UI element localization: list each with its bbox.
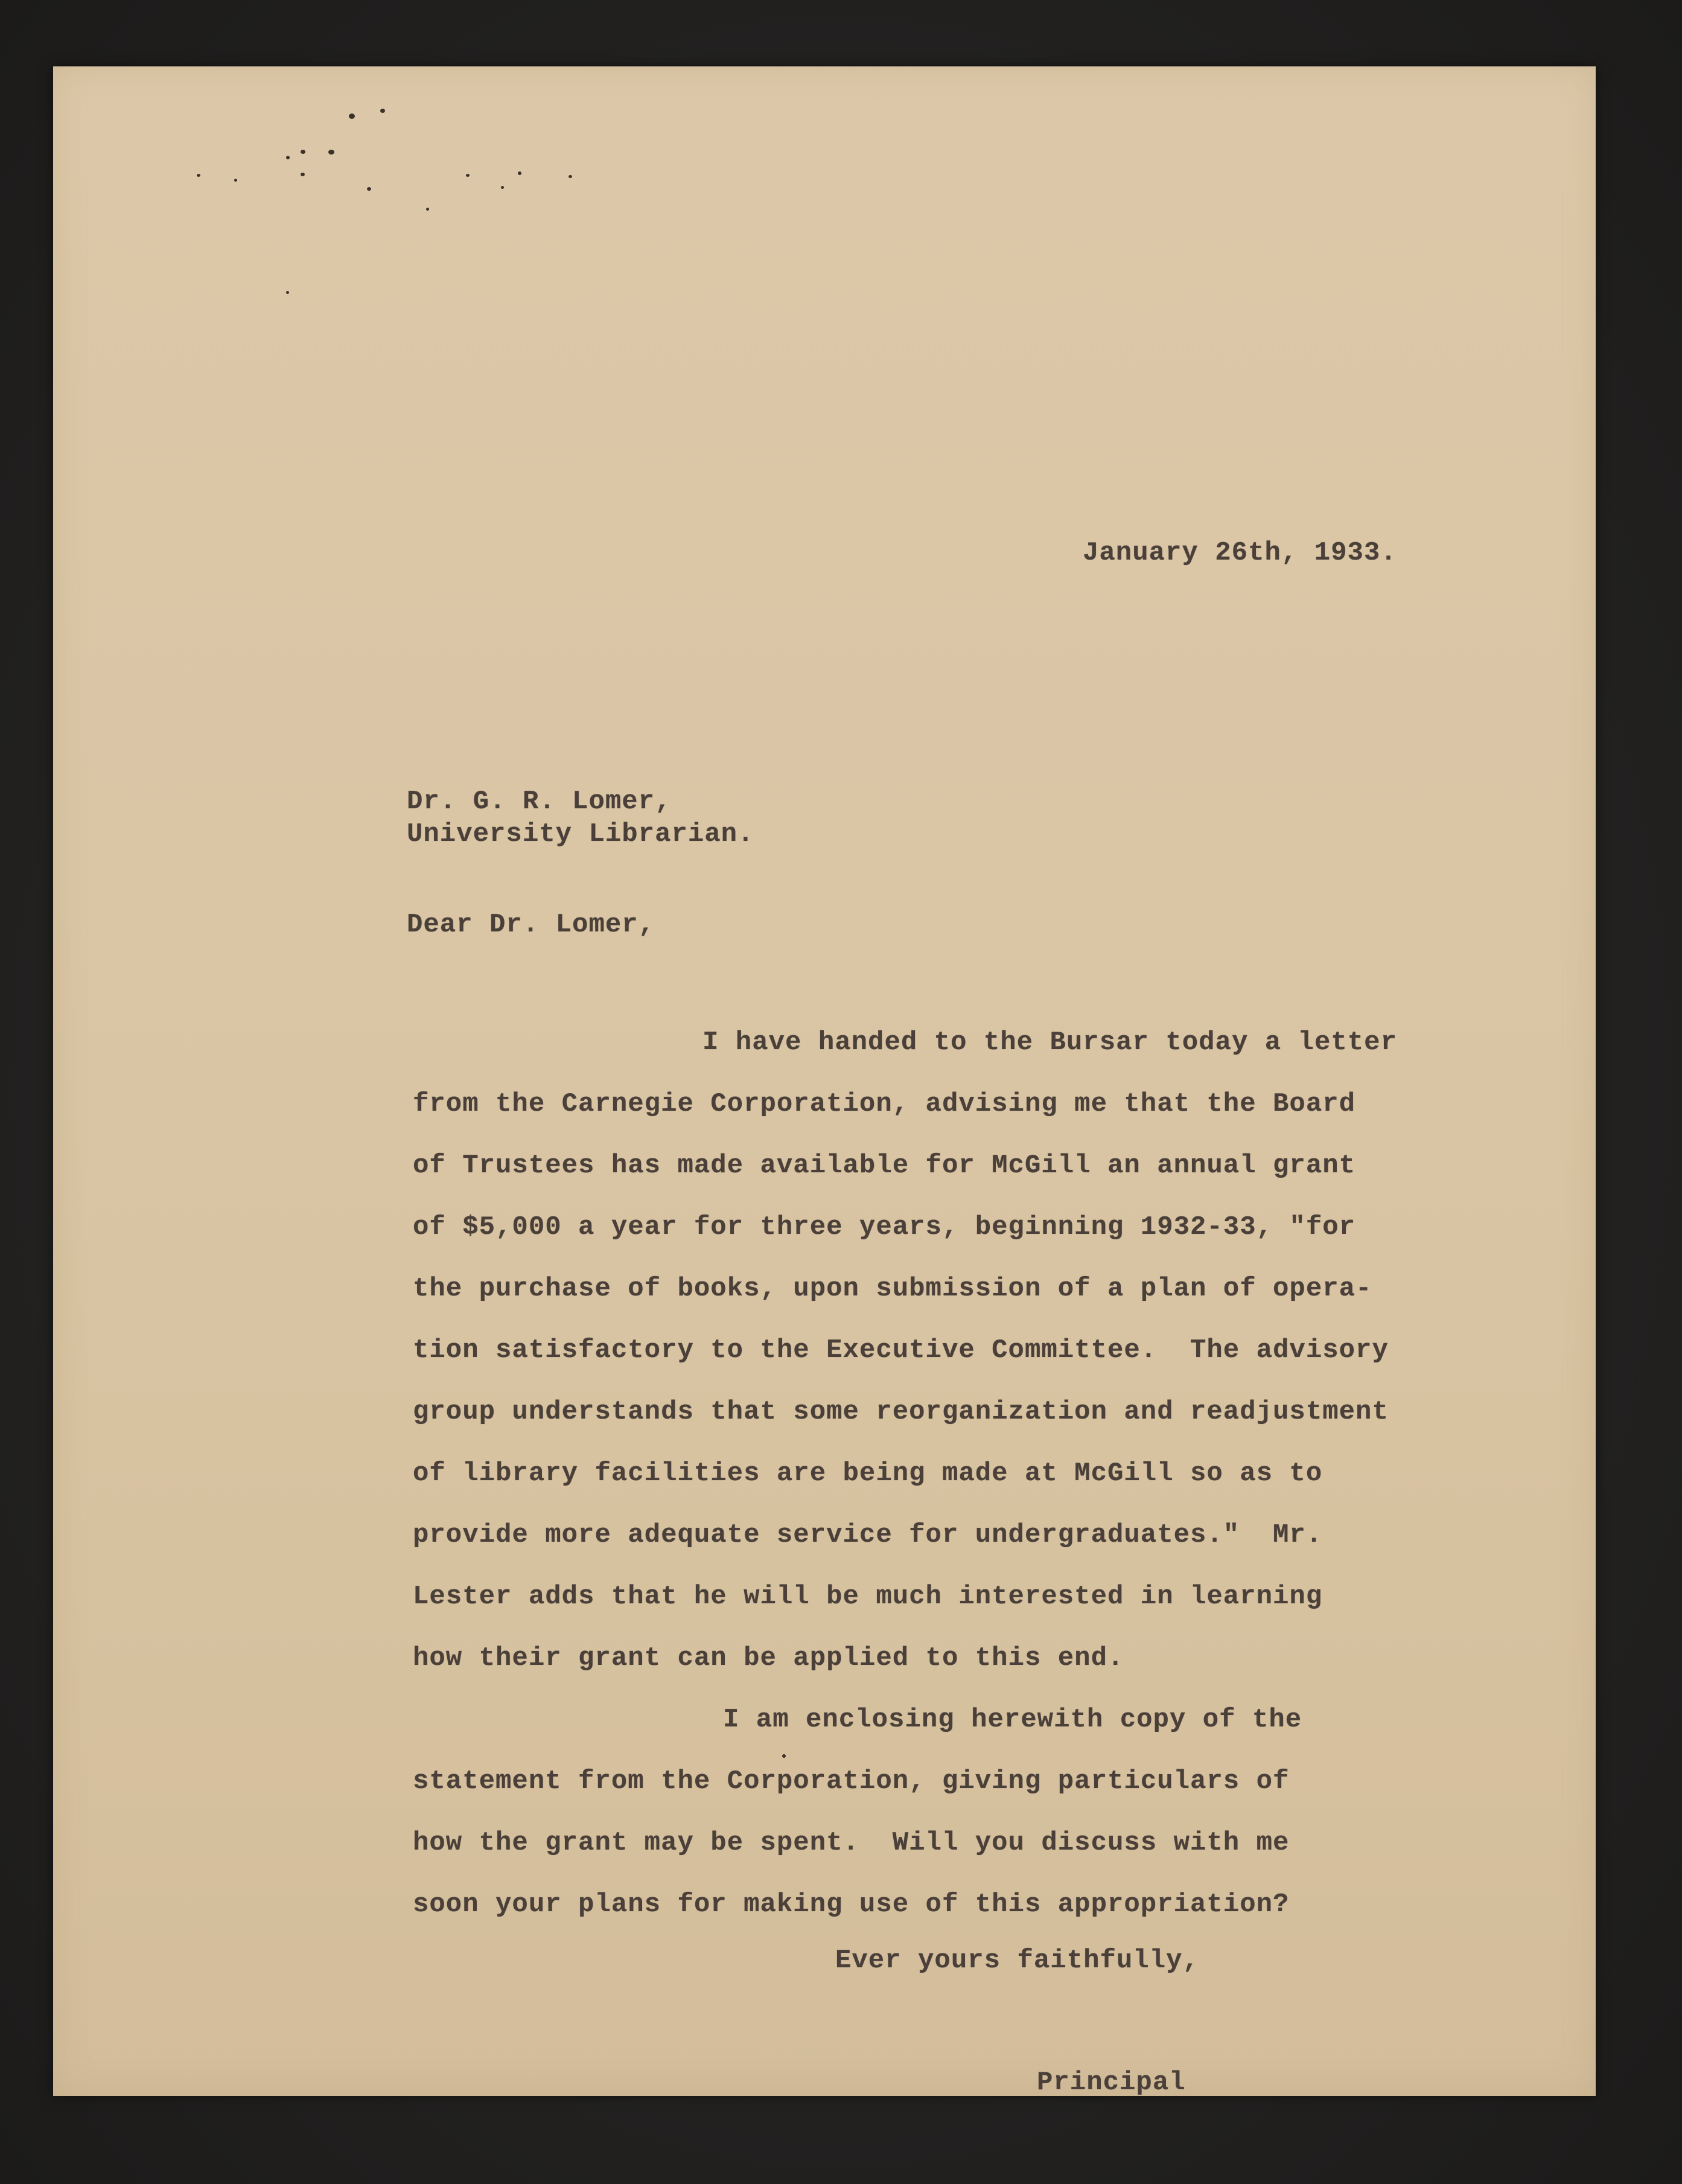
paper-speck	[380, 109, 385, 113]
body-line: group understands that some reorganization and readjustment	[413, 1397, 1389, 1427]
body-line: tion satisfactory to the Executive Committee. The advisory	[413, 1335, 1389, 1365]
recipient-title: University Librarian.	[407, 819, 754, 849]
recipient-name: Dr. G. R. Lomer,	[407, 787, 672, 817]
body-line: the purchase of books, upon submission of a plan of opera-	[413, 1274, 1372, 1304]
body-line: how their grant can be applied to this end.	[413, 1643, 1124, 1673]
body-line: from the Carnegie Corporation, advising me that the Board	[413, 1089, 1356, 1119]
body-line: I have handed to the Bursar today a letter	[702, 1027, 1397, 1058]
paper-speck	[197, 174, 200, 177]
body-line: of library facilities are being made at McGill so as to	[413, 1458, 1323, 1489]
paper-speck	[301, 173, 305, 176]
paper-speck	[328, 150, 334, 155]
paper-speck	[301, 150, 305, 154]
body-line: Lester adds that he will be much interested in learning	[413, 1582, 1323, 1612]
body-line: how the grant may be spent. Will you discuss with me	[413, 1828, 1290, 1858]
paper-speck	[501, 186, 504, 189]
body-line: of Trustees has made available for McGill an annual grant	[413, 1151, 1356, 1181]
paper-speck	[782, 1754, 786, 1758]
paper-speck	[426, 208, 429, 211]
paper-speck	[569, 175, 572, 178]
body-line: of $5,000 a year for three years, beginning 1932-33, "for	[413, 1212, 1356, 1242]
paper-speck	[367, 187, 371, 191]
paper-speck	[466, 174, 470, 177]
complimentary-close: Ever yours faithfully,	[835, 1946, 1199, 1976]
body-line: soon your plans for making use of this appropriation?	[413, 1889, 1290, 1920]
letter-date: January 26th, 1933.	[1083, 538, 1397, 568]
letter-page	[53, 66, 1596, 2096]
body-line: statement from the Corporation, giving particulars of	[413, 1766, 1290, 1796]
paper-speck	[349, 113, 355, 119]
paper-speck	[286, 291, 289, 294]
signature-title: Principal	[1037, 2067, 1186, 2098]
salutation: Dear Dr. Lomer,	[407, 910, 655, 940]
paper-speck	[234, 179, 237, 182]
body-line: I am enclosing herewith copy of the	[723, 1705, 1302, 1735]
paper-speck	[286, 156, 290, 159]
body-line: provide more adequate service for undergraduates." Mr.	[413, 1520, 1323, 1550]
paper-speck	[518, 171, 521, 175]
